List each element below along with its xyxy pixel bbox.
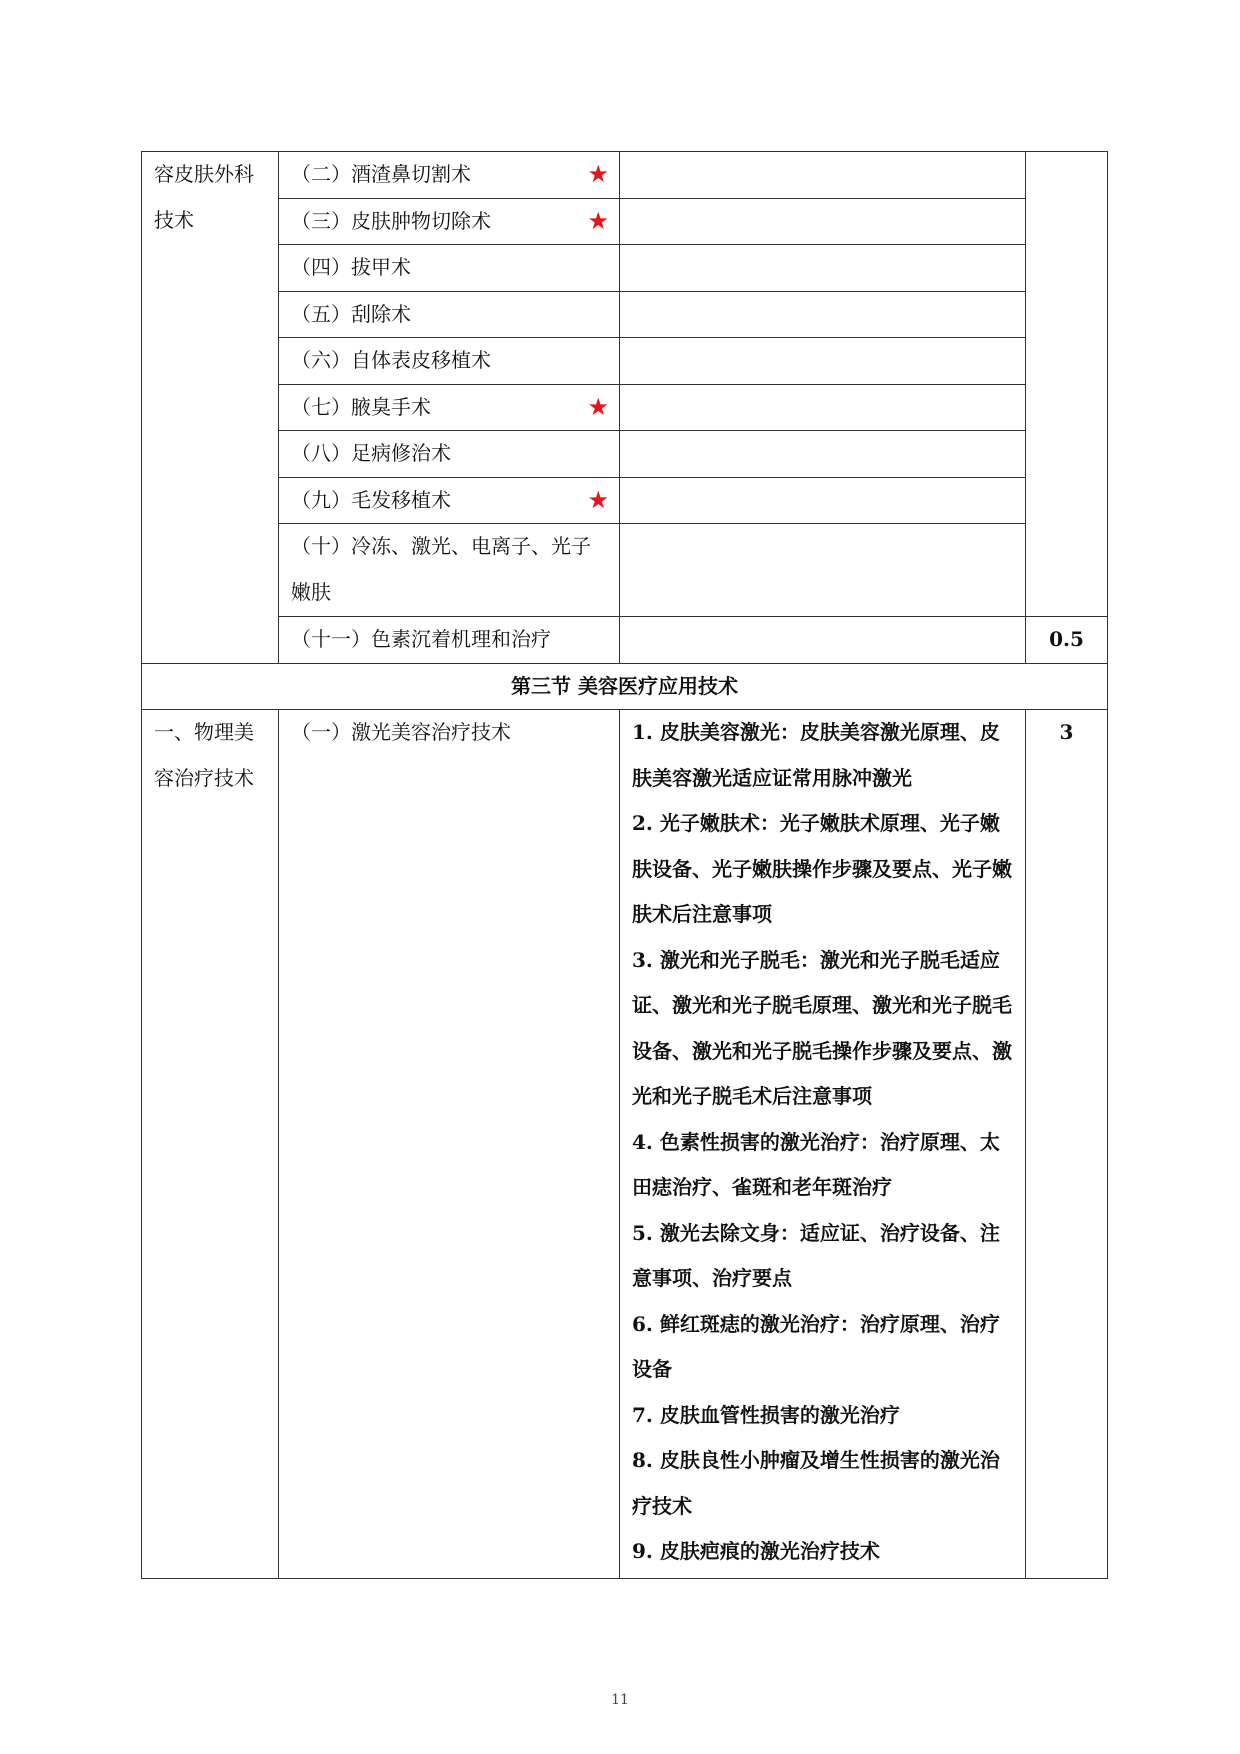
star-icon: ★ bbox=[587, 206, 609, 235]
content-cell bbox=[620, 198, 1026, 245]
content-cell bbox=[620, 710, 1026, 1579]
hours-value: 3 bbox=[1059, 720, 1074, 744]
item-label: （十）冷冻、激光、电离子、光子嫩肤 bbox=[291, 534, 591, 604]
item-label: （五）刮除术 bbox=[291, 301, 411, 326]
item-cell bbox=[279, 384, 620, 431]
content-cell bbox=[620, 338, 1026, 385]
item-cell bbox=[279, 524, 620, 617]
category-cell-physical bbox=[142, 710, 279, 1579]
item-label: （九）毛发移植术 bbox=[291, 487, 451, 512]
hours-cell bbox=[1026, 152, 1108, 617]
item-label: （八）足病修治术 bbox=[291, 441, 451, 465]
page-number: 11 bbox=[611, 1692, 629, 1708]
item-label: （七）腋臭手术 bbox=[291, 394, 431, 419]
item-cell bbox=[279, 431, 620, 478]
item-label: （十一）色素沉着机理和治疗 bbox=[291, 627, 551, 651]
content-cell bbox=[620, 431, 1026, 478]
content-item: 7. 皮肤血管性损害的激光治疗 bbox=[632, 1402, 900, 1427]
content-item: 5. 激光去除文身：适应证、治疗设备、注意事项、治疗要点 bbox=[632, 1220, 1000, 1290]
item-cell bbox=[279, 338, 620, 385]
content-cell bbox=[620, 152, 1026, 199]
content-cell bbox=[620, 477, 1026, 524]
content-item: 9. 皮肤疤痕的激光治疗技术 bbox=[632, 1539, 880, 1563]
item-cell bbox=[279, 291, 620, 338]
star-icon: ★ bbox=[587, 485, 609, 514]
item-label: （二）酒渣鼻切割术 bbox=[291, 162, 471, 186]
item-cell bbox=[279, 617, 620, 664]
section-title-text: 第三节 美容医疗应用技术 bbox=[511, 673, 738, 698]
star-icon: ★ bbox=[587, 160, 609, 188]
content-cell bbox=[620, 524, 1026, 617]
item-cell bbox=[279, 245, 620, 292]
category-label: 一、物理美容治疗技术 bbox=[154, 720, 254, 790]
syllabus-table bbox=[141, 151, 1108, 1579]
item-label: （一）激光美容治疗技术 bbox=[291, 720, 511, 744]
section-title bbox=[142, 663, 1108, 710]
content-cell bbox=[620, 384, 1026, 431]
content-cell bbox=[620, 291, 1026, 338]
content-cell bbox=[620, 617, 1026, 664]
content-item: 4. 色素性损害的激光治疗：治疗原理、太田痣治疗、雀斑和老年斑治疗 bbox=[632, 1129, 1000, 1199]
item-label: （四）拔甲术 bbox=[291, 255, 411, 279]
item-cell bbox=[279, 710, 620, 1579]
hours-cell bbox=[1026, 617, 1108, 664]
category-cell-skin-surgery bbox=[142, 152, 279, 664]
item-label: （六）自体表皮移植术 bbox=[291, 348, 491, 372]
content-item: 8. 皮肤良性小肿瘤及增生性损害的激光治疗技术 bbox=[632, 1448, 1000, 1518]
item-cell bbox=[279, 477, 620, 524]
hours-cell bbox=[1026, 710, 1108, 1579]
content-cell bbox=[620, 245, 1026, 292]
item-label: （三）皮肤肿物切除术 bbox=[291, 208, 491, 233]
item-cell bbox=[279, 198, 620, 245]
content-item: 1. 皮肤美容激光：皮肤美容激光原理、皮肤美容激光适应证常用脉冲激光 bbox=[632, 720, 1000, 790]
content-item: 6. 鲜红斑痣的激光治疗：治疗原理、治疗设备 bbox=[632, 1311, 1000, 1381]
category-label: 容皮肤外科技术 bbox=[154, 162, 254, 232]
content-item: 2. 光子嫩肤术：光子嫩肤术原理、光子嫩肤设备、光子嫩肤操作步骤及要点、光子嫩肤术后注意事项 bbox=[632, 811, 1012, 926]
hours-value: 0.5 bbox=[1049, 627, 1084, 651]
star-icon: ★ bbox=[587, 392, 609, 421]
content-item: 3. 激光和光子脱毛：激光和光子脱毛适应证、激光和光子脱毛原理、激光和光子脱毛设备、激光和光子脱毛操作步骤及要点、激光和光子脱毛术后注意事项 bbox=[632, 947, 1012, 1108]
item-cell bbox=[279, 152, 620, 199]
